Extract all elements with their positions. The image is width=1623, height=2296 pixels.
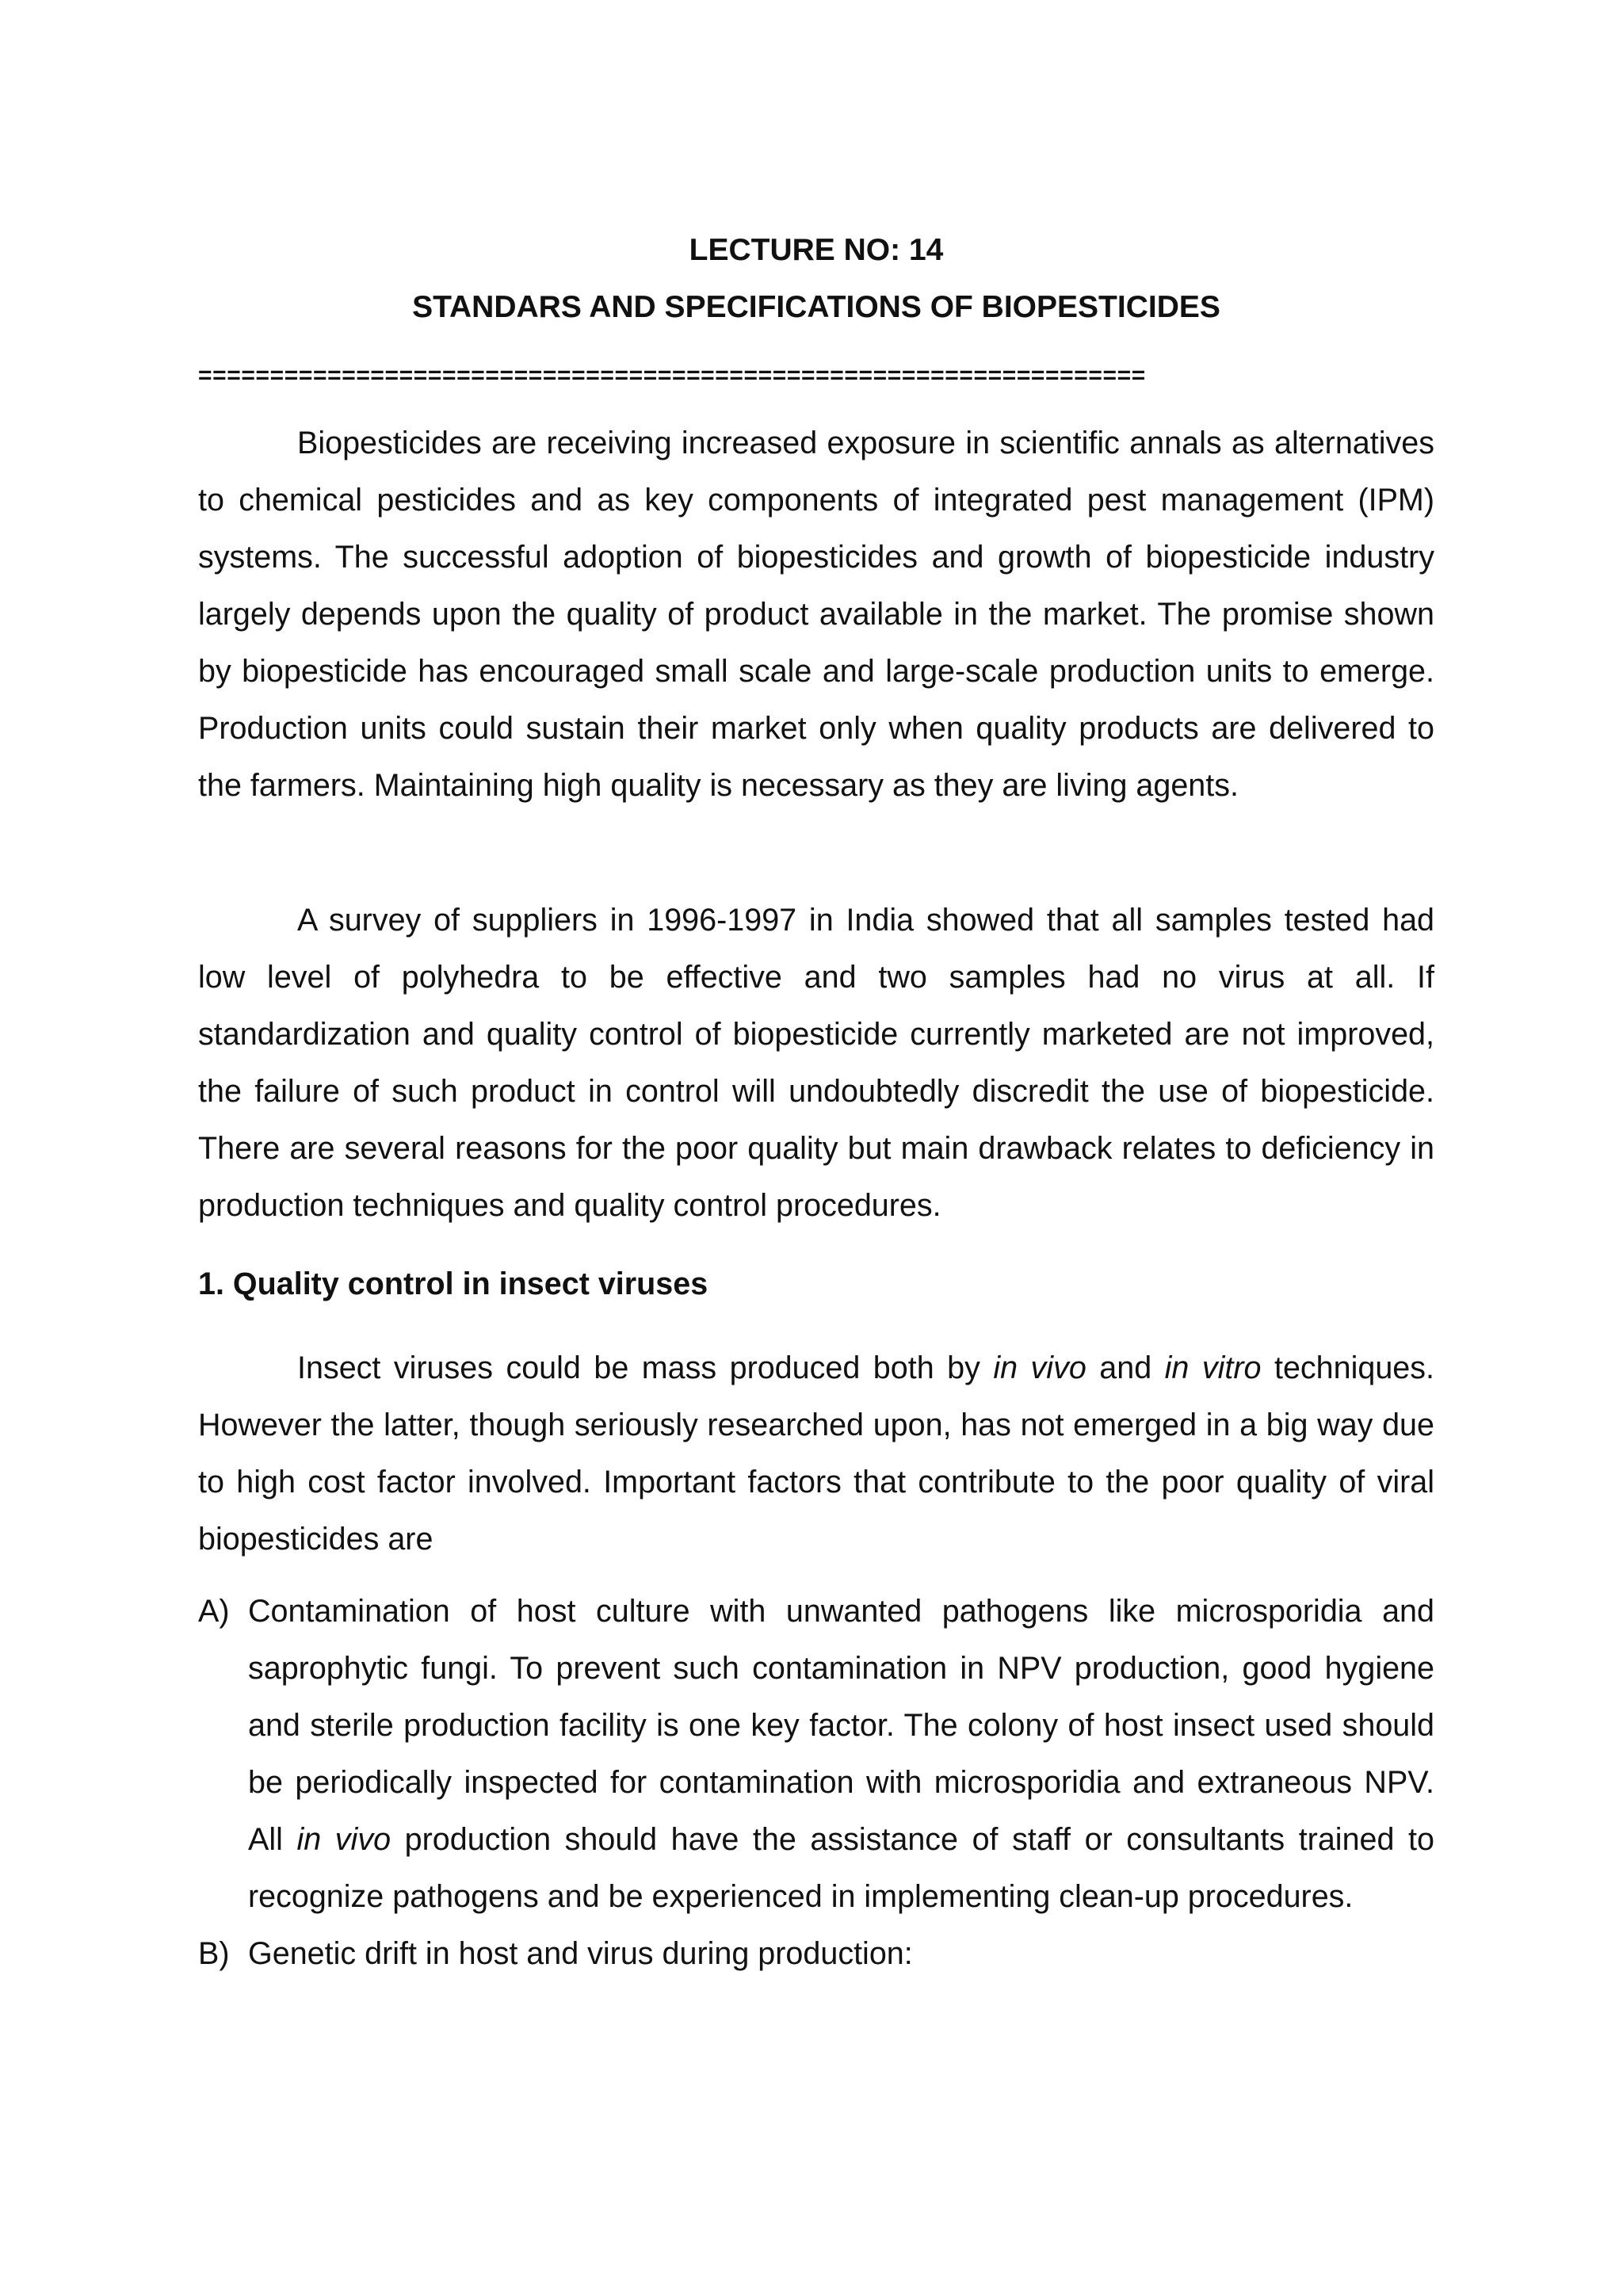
list-marker-a: A) <box>198 1594 230 1629</box>
intro-paragraph-1: Biopesticides are receiving increased exposure in scientific annals as alternatives to chemical pesticides and as key components of integrated pest management (IPM) systems. The successful adoption of biopesticides and growth of biopesticide industry largely depends upon the quality of product available in the market. The promise shown by biopesticide has encouraged small scale and large-scale production units to emerge. Production units could sustain their market only when quality products are delivered to the farmers. Maintaining high quality is necessary as they are living agents. <box>198 426 1434 803</box>
factors-list <box>198 1583 1434 1982</box>
section-1-italic-in-vivo: in vivo <box>993 1350 1086 1385</box>
section-1-paragraph <box>198 1339 1434 1568</box>
intro-paragraph-2: A survey of suppliers in 1996-1997 in India showed that all samples tested had low level of polyhedra to be effective and two samples had no virus at all. If standardization and quality control of biopesticide currently marketed are not improved, the failure of such product in control will undoubtedly discredit the use of biopesticide. There are several reasons for the poor quality but main drawback relates to deficiency in production techniques and quality control procedures. <box>198 903 1434 1223</box>
page-title: STANDARS AND SPECIFICATIONS OF BIOPESTICIDES <box>412 290 1220 324</box>
lecture-number: LECTURE NO: 14 <box>689 233 944 267</box>
list-item-a-italic: in vivo <box>296 1822 391 1857</box>
list-marker-b: B) <box>198 1936 230 1971</box>
list-item-b <box>198 1925 1434 1982</box>
list-item-a <box>198 1583 1434 1925</box>
separator-rule: ================================================================== <box>198 362 1146 388</box>
section-1-italic-in-vitro: in vitro <box>1164 1350 1262 1385</box>
list-item-a-text-1: Contamination of host culture with unwanted pathogens like microsporidia and saprophytic fungi. To prevent such contamination in NPV production, good hygiene and sterile production facility is one key factor. The colony of host insect used should be periodically inspected for contamination with microsporidia and extraneous NPV. All <box>248 1594 1434 1857</box>
section-1-text-3: techniques. However the latter, though seriously researched upon, has not emerged in a big way due to high cost factor involved. Important factors that contribute to the poor quality of viral biopesticides are <box>198 1350 1435 1557</box>
section-1-text-1: Insect viruses could be mass produced both by <box>297 1350 994 1385</box>
section-1-text-2: and <box>1086 1350 1165 1385</box>
document-page <box>198 0 1434 2296</box>
list-item-b-text: Genetic drift in host and virus during production: <box>248 1936 913 1971</box>
section-heading-quality-control: 1. Quality control in insect viruses <box>198 1266 708 1301</box>
list-item-a-text-2: production should have the assistance of staff or consultants trained to recognize pathogens and be experienced in implementing clean-up procedures. <box>248 1822 1435 1914</box>
